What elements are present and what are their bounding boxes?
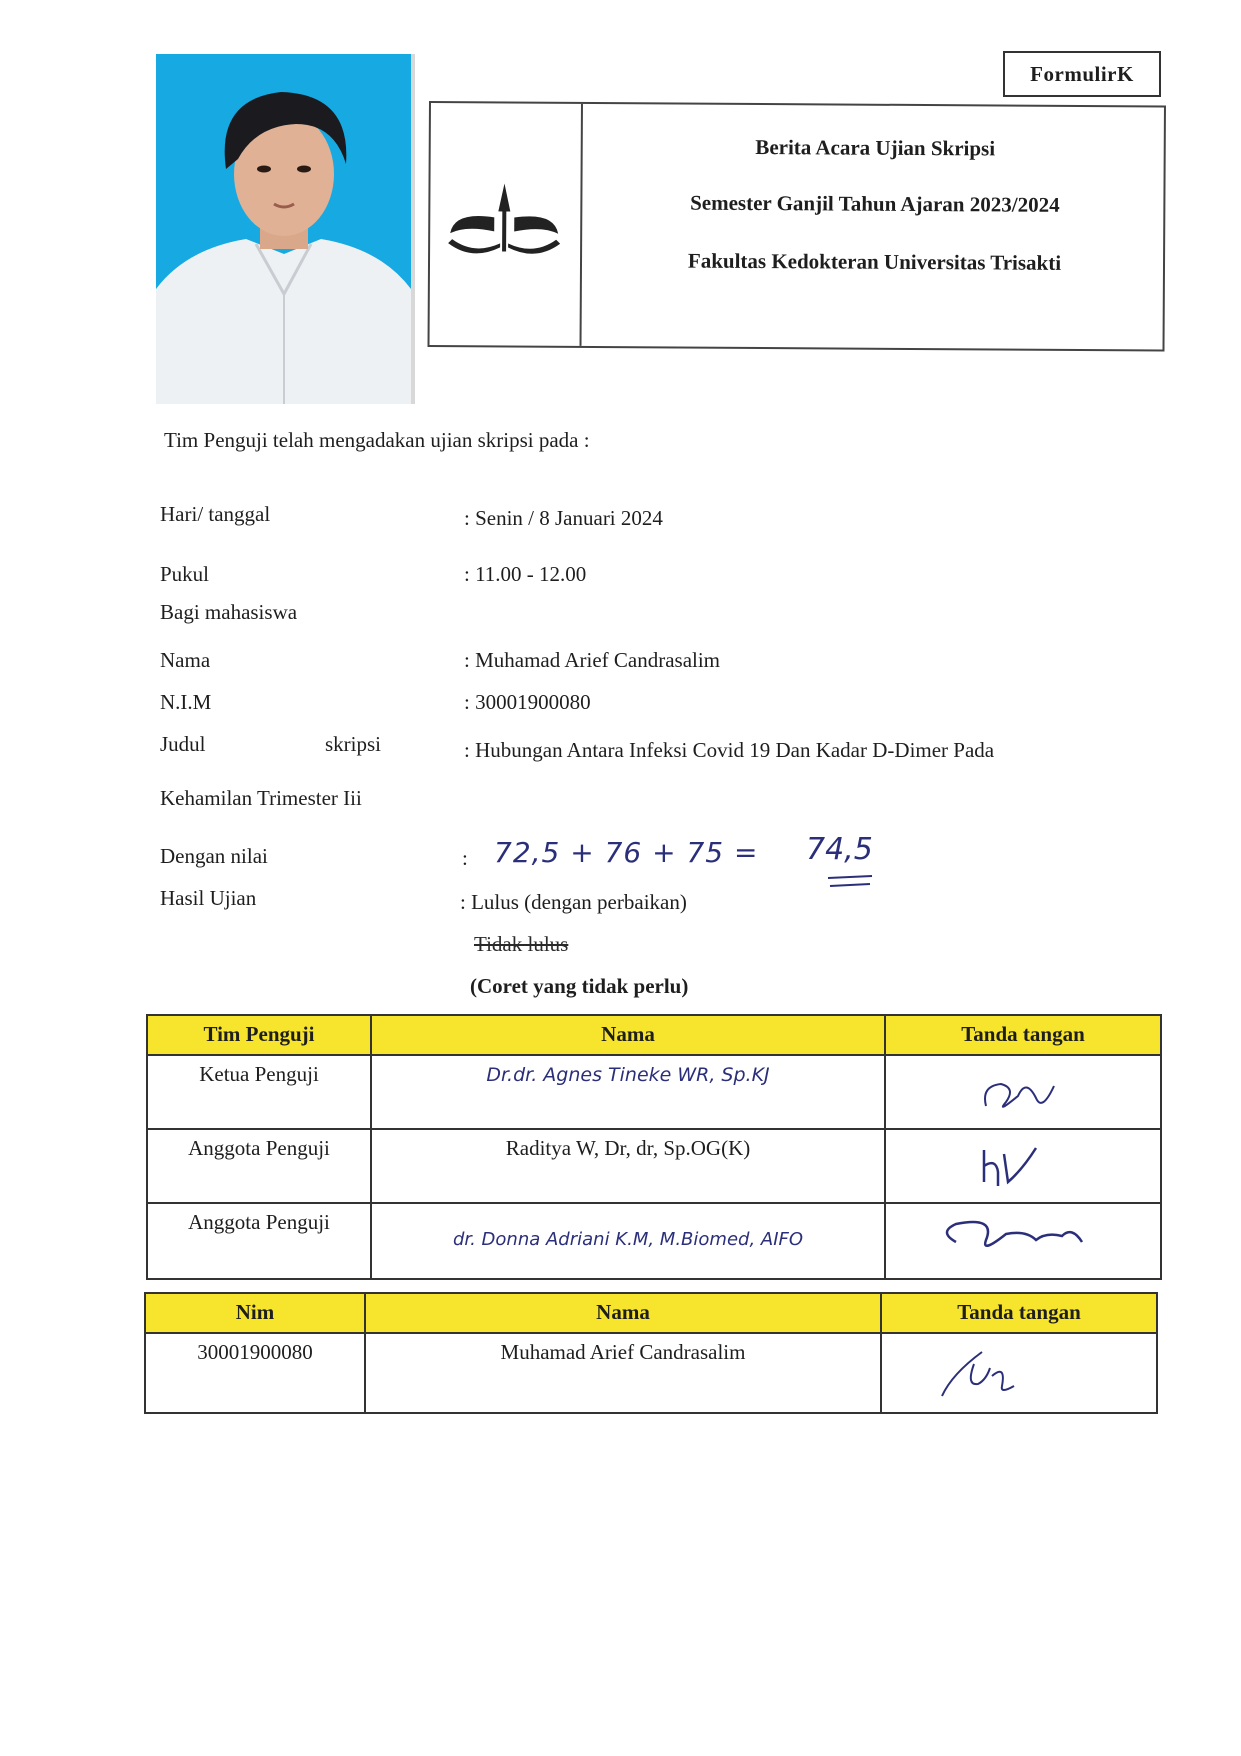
column-header: Tim Penguji (147, 1015, 371, 1055)
document-header (427, 101, 1165, 351)
header-logo-cell (430, 103, 583, 346)
nim-value: : 30001900080 (464, 690, 591, 714)
result-not-passed-struck: Tidak lulus (474, 932, 569, 956)
title-label: Judul (160, 732, 206, 756)
student-photo (156, 54, 411, 404)
time-value: : 11.00 - 12.00 (464, 562, 587, 586)
thesis-title-continuation: Kehamilan Trimester Iii (160, 786, 362, 810)
student-section-label: Bagi mahasiswa (160, 600, 298, 624)
student-name: Muhamad Arief Candrasalim (365, 1333, 881, 1413)
examiner-role: Ketua Penguji (147, 1055, 371, 1129)
examiners-table (146, 1014, 1162, 1280)
column-header: Nim (145, 1293, 365, 1333)
signature-cell (885, 1055, 1161, 1129)
strike-instruction: (Coret yang tidak perlu) (470, 974, 689, 998)
grade-underline (826, 872, 876, 892)
header-semester: Semester Ganjil Tahun Ajaran 2023/2024 (690, 190, 1060, 217)
title-label-end: skripsi (325, 732, 382, 756)
examiner-name (371, 1203, 885, 1279)
examiner-name-handwritten: dr. Donna Adriani K.M, M.Biomed, AIFO (452, 1229, 804, 1250)
column-header: Nama (371, 1015, 885, 1055)
table-row (147, 1203, 1161, 1279)
grade-handwritten: 72,5 + 76 + 75 = (494, 836, 759, 869)
name-label: Nama (160, 648, 211, 672)
form-code-box (1003, 51, 1161, 97)
examiner-name: Raditya W, Dr, dr, Sp.OG(K) (371, 1129, 885, 1203)
form-code: FormulirK (1030, 61, 1134, 86)
university-logo-icon (444, 181, 564, 262)
result-value: : Lulus (dengan perbaikan) (460, 890, 687, 914)
signature-cell (881, 1333, 1157, 1413)
column-header: Tanda tangan (881, 1293, 1157, 1333)
table-row (147, 1055, 1161, 1129)
table-row (147, 1129, 1161, 1203)
intro-text: Tim Penguji telah mengadakan ujian skripsi pada : (164, 428, 590, 452)
student-nim: 30001900080 (145, 1333, 365, 1413)
date-value: : Senin / 8 Januari 2024 (464, 506, 663, 530)
examiner-role: Anggota Penguji (147, 1203, 371, 1279)
result-label: Hasil Ujian (160, 886, 257, 910)
grade-total: 74,5 (806, 832, 873, 867)
examiner-role: Anggota Penguji (147, 1129, 371, 1203)
signature-cell (885, 1203, 1161, 1279)
signature-icon (886, 1056, 1158, 1122)
signature-cell (885, 1129, 1161, 1203)
nim-label: N.I.M (160, 690, 212, 714)
signature-icon (886, 1204, 1158, 1272)
column-header: Nama (365, 1293, 881, 1333)
table-row (145, 1333, 1157, 1413)
header-title: Berita Acara Ujian Skripsi (755, 134, 996, 161)
grade-colon: : (462, 846, 468, 870)
student-header-row (145, 1293, 1157, 1333)
signature-icon (886, 1130, 1158, 1196)
examiner-name (371, 1055, 885, 1129)
examiners-header-row (147, 1015, 1161, 1055)
student-table (144, 1292, 1158, 1414)
header-faculty: Fakultas Kedokteran Universitas Trisakti (687, 248, 1062, 275)
signature-icon (882, 1334, 1154, 1406)
examiner-name-handwritten: Dr.dr. Agnes Tineke WR, Sp.KJ (486, 1064, 770, 1086)
time-label: Pukul (160, 562, 210, 586)
column-header: Tanda tangan (885, 1015, 1161, 1055)
thesis-title-value: : Hubungan Antara Infeksi Covid 19 Dan Kadar D-Dimer Pada (464, 738, 995, 762)
name-value: : Muhamad Arief Candrasalim (464, 648, 721, 672)
grade-label: Dengan nilai (160, 844, 268, 868)
date-label: Hari/ tanggal (160, 502, 271, 526)
